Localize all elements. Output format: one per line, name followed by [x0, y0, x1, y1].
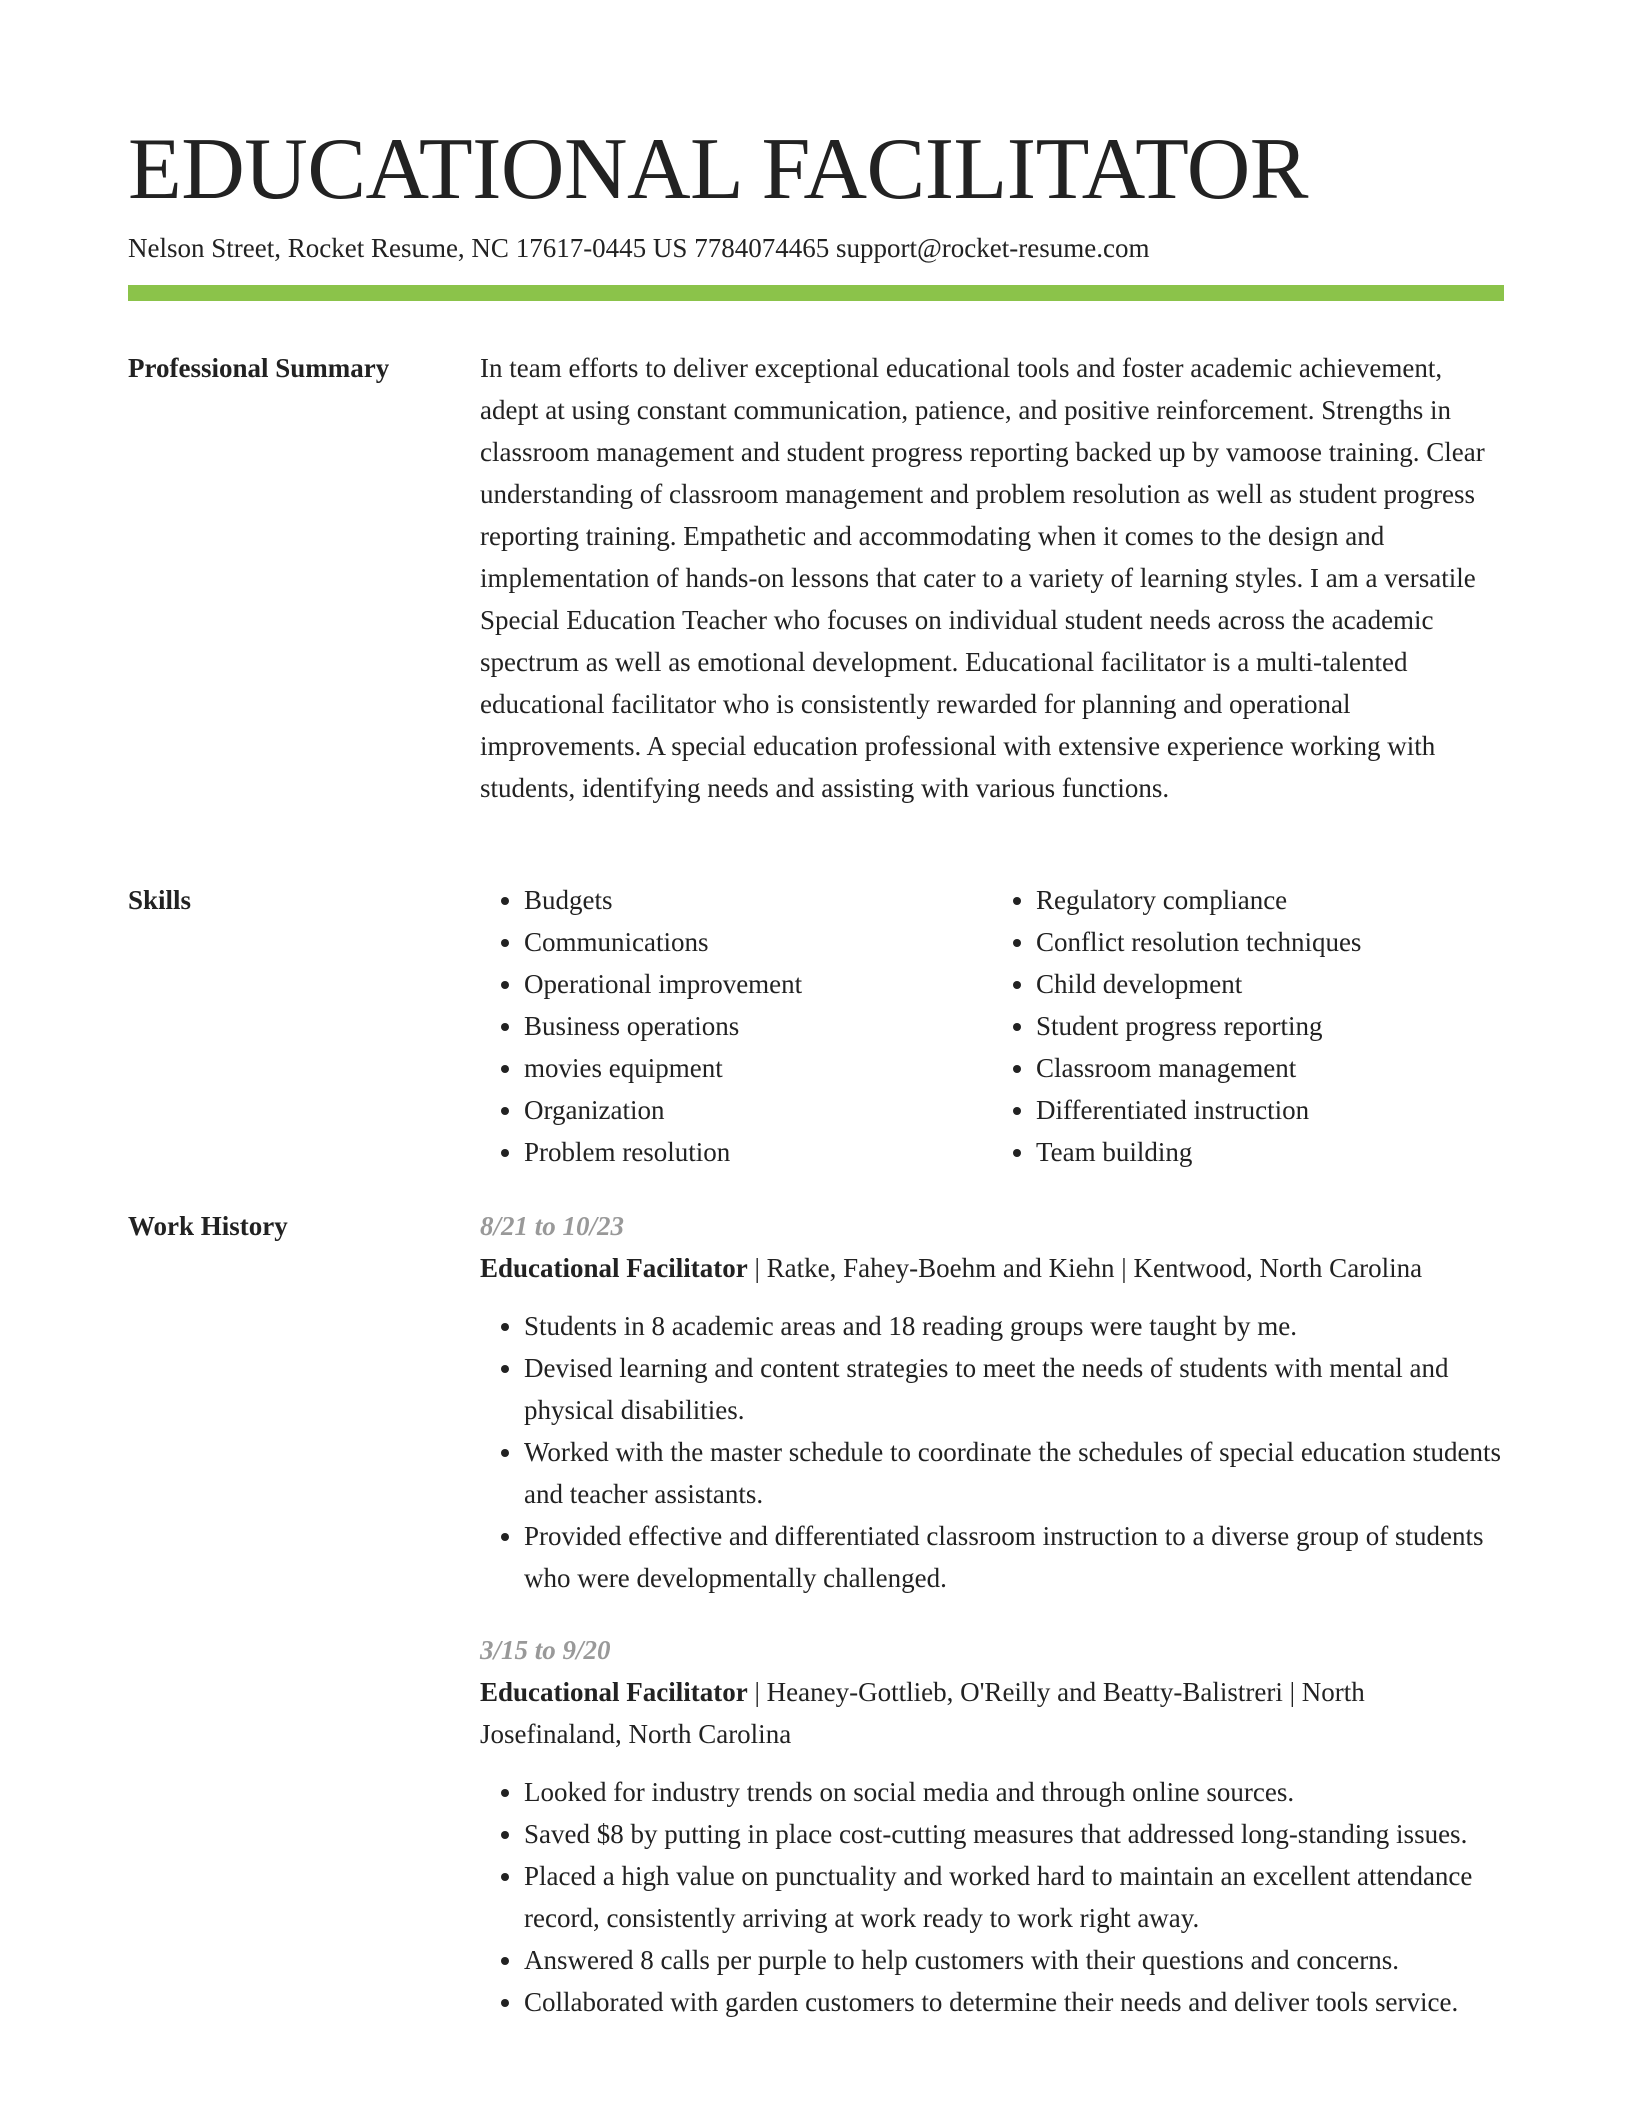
- skill-item: • Organization: [524, 1089, 992, 1131]
- skill-item: • Business operations: [524, 1005, 992, 1047]
- job-bullet: • Provided effective and differentiated classroom instruction to a diverse group of students who were developmentally challenged.: [524, 1515, 1504, 1599]
- job-bullets: [480, 1771, 1504, 2023]
- job-dates: 8/21 to 10/23: [480, 1211, 625, 1241]
- summary-heading: Professional Summary: [128, 353, 390, 383]
- skill-item: • Operational improvement: [524, 963, 992, 1005]
- job-bullet: • Looked for industry trends on social media and through online sources.: [524, 1771, 1504, 1813]
- skill-item: • Classroom management: [1036, 1047, 1504, 1089]
- job-employer: | Ratke, Fahey-Boehm and Kiehn | Kentwood, North Carolina: [747, 1253, 1423, 1283]
- job-bullet: • Students in 8 academic areas and 18 reading groups were taught by me.: [524, 1305, 1504, 1347]
- job-bullet: • Devised learning and content strategies to meet the needs of students with mental and physical disabilities.: [524, 1347, 1504, 1431]
- skill-item: • Communications: [524, 921, 992, 963]
- job-bullet: • Placed a high value on punctuality and worked hard to maintain an excellent attendance record, consistently arriving at work ready to work right away.: [524, 1855, 1504, 1939]
- skill-item: • Regulatory compliance: [1036, 879, 1504, 921]
- skill-item: • Problem resolution: [524, 1131, 992, 1173]
- job-entry: [480, 1629, 1504, 2023]
- job-bullet: • Worked with the master schedule to coordinate the schedules of special education students and teacher assistants.: [524, 1431, 1504, 1515]
- skill-item: • Budgets: [524, 879, 992, 921]
- header-divider: [128, 285, 1504, 301]
- job-title: Educational Facilitator: [480, 1253, 748, 1283]
- contact-line: Nelson Street, Rocket Resume, NC 17617-0445 US 7784074465 support@rocket-resume.com: [128, 233, 1150, 263]
- job-heading: [480, 1247, 1504, 1289]
- skill-item: • Child development: [1036, 963, 1504, 1005]
- skill-item: • Differentiated instruction: [1036, 1089, 1504, 1131]
- skills-list-right: [992, 879, 1504, 1173]
- summary-text: In team efforts to deliver exceptional educational tools and foster academic achievement, adept at using constant communication, patience, and positive reinforcement. Strengths in classroom management and student progress reporting backed up by vamoose training. Clear understanding of classroom management and problem resolution as well as student progress reporting training. Empathetic and accommodating when it comes to the design and implementation of hands-on lessons that cater to a variety of learning styles. I am a versatile Special Education Teacher who focuses on individual student needs across the academic spectrum as well as emotional development. Educational facilitator is a multi-talented educational facilitator who is consistently rewarded for planning and operational improvements. A special education professional with extensive experience working with students, identifying needs and assisting with various functions.: [480, 353, 1485, 803]
- skill-item: • movies equipment: [524, 1047, 992, 1089]
- resume-title: EDUCATIONAL FACILITATOR: [128, 121, 1308, 218]
- job-bullet: • Collaborated with garden customers to determine their needs and deliver tools service.: [524, 1981, 1504, 2023]
- skills-list-left: [480, 879, 992, 1173]
- job-entry: [480, 1205, 1504, 1599]
- skill-item: • Student progress reporting: [1036, 1005, 1504, 1047]
- job-title: Educational Facilitator: [480, 1677, 748, 1707]
- job-bullet: • Answered 8 calls per purple to help customers with their questions and concerns.: [524, 1939, 1504, 1981]
- job-bullet: • Saved $8 by putting in place cost-cutting measures that addressed long-standing issues.: [524, 1813, 1504, 1855]
- job-dates: 3/15 to 9/20: [480, 1635, 611, 1665]
- skill-item: • Team building: [1036, 1131, 1504, 1173]
- job-heading: [480, 1671, 1504, 1755]
- skills-heading: Skills: [128, 885, 192, 915]
- job-bullets: [480, 1305, 1504, 1599]
- skill-item: • Conflict resolution techniques: [1036, 921, 1504, 963]
- work-history-heading: Work History: [128, 1211, 288, 1241]
- job-employer: | Heaney-Gottlieb, O'Reilly and Beatty-Balistreri | North Josefinaland, North Carolina: [480, 1677, 1365, 1749]
